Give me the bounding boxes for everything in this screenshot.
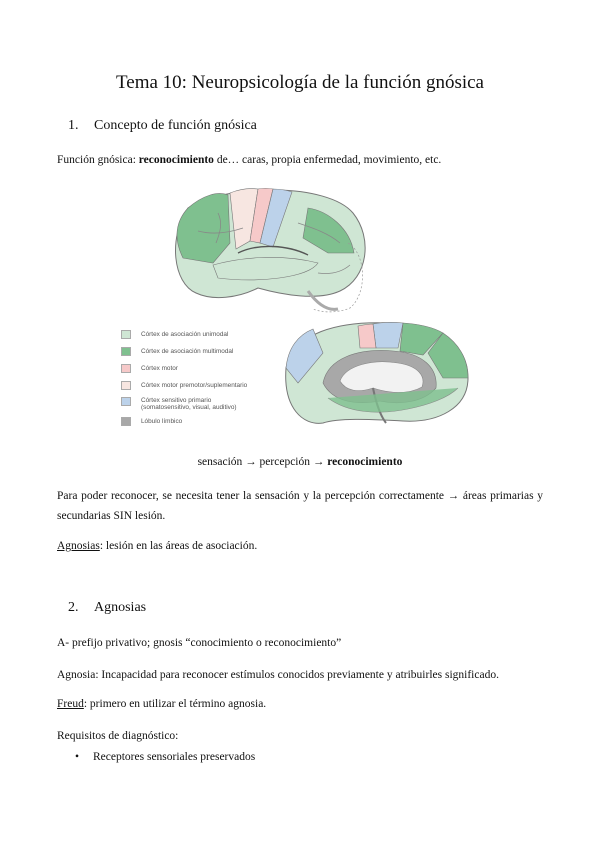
prefix-paragraph: A- prefijo privativo; gnosis “conocimiento o reconocimiento” bbox=[57, 637, 342, 649]
agnosias-term: Agnosias bbox=[57, 540, 100, 552]
section-1-heading bbox=[68, 118, 257, 134]
section-2-title: Agnosias bbox=[94, 600, 147, 615]
legend-swatch bbox=[121, 381, 131, 390]
legend-swatch bbox=[121, 364, 131, 373]
definition-paragraph bbox=[57, 150, 543, 170]
bullet-item bbox=[75, 747, 255, 767]
legend-label-secondary: (somatosensitivo, visual, auditivo) bbox=[141, 404, 237, 411]
legend-swatch bbox=[121, 417, 131, 426]
definition-bold: reconocimiento bbox=[138, 154, 214, 166]
freud-rest: : primero en utilizar el término agnosia. bbox=[83, 698, 267, 710]
agnosia-definition: Agnosia: Incapacidad para reconocer estímulos conocidos previamente y atribuirles significado. bbox=[57, 669, 499, 681]
recognition-chain bbox=[0, 452, 600, 472]
freud-term: Freud bbox=[57, 698, 84, 710]
legend-label: Córtex sensitivo primario bbox=[141, 397, 212, 404]
definition-prefix: Función gnósica: bbox=[57, 154, 139, 166]
bullet-icon: • bbox=[75, 751, 80, 763]
legend-label: Córtex motor premotor/suplementario bbox=[141, 382, 248, 389]
arrow-icon: → bbox=[312, 456, 325, 468]
freud-paragraph bbox=[57, 694, 543, 714]
legend-label: Córtex de asociación unimodal bbox=[141, 331, 229, 338]
requirements-paragraph: Para poder reconocer, se necesita tener la sensación y la percepción correctamente → áreas primarias y secundarias SIN lesión. bbox=[57, 490, 543, 522]
legend-swatch bbox=[121, 347, 131, 356]
section-1-title: Concepto de función gnósica bbox=[94, 118, 257, 133]
lateral-brain-view bbox=[176, 188, 366, 312]
chain-sensation: sensación bbox=[197, 456, 243, 468]
section-2-number: 2. bbox=[68, 600, 79, 615]
legend-swatch bbox=[121, 397, 131, 406]
section-1-number: 1. bbox=[68, 118, 79, 133]
agnosias-rest: : lesión en las áreas de asociación. bbox=[99, 540, 258, 552]
legend-label: Córtex motor bbox=[141, 365, 178, 372]
page-title: Tema 10: Neuropsicología de la función gnósica bbox=[115, 72, 484, 93]
agnosias-definition bbox=[57, 536, 543, 556]
section-2-heading bbox=[68, 600, 146, 616]
chain-perception: percepción bbox=[259, 456, 310, 468]
arrow-icon: → bbox=[245, 456, 257, 468]
definition-rest: de… caras, propia enfermedad, movimiento, etc. bbox=[213, 154, 442, 166]
legend-swatch bbox=[121, 330, 131, 339]
chain-recognition: reconocimiento bbox=[327, 456, 403, 468]
legend-label: Córtex de asociación multimodal bbox=[141, 348, 234, 355]
bullet-text: Receptores sensoriales preservados bbox=[93, 751, 256, 763]
legend-label: Lóbulo límbico bbox=[141, 418, 183, 425]
medial-brain-view bbox=[286, 322, 468, 423]
requisitos-heading: Requisitos de diagnóstico: bbox=[57, 730, 179, 742]
